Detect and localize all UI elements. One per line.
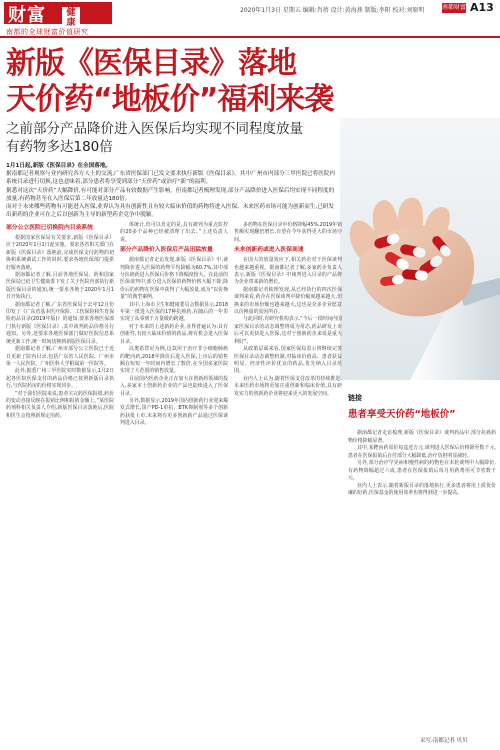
column-2-paragraph: 另外,数据显示,2019年国内创新药行业迎来爆发式增长,国产PD-1单抗、BTK抑制剂等多个创新药获批上市,未来将有更多创新药产品通过医保谈判进入目录。 [120,397,228,427]
masthead-rule [0,36,500,38]
byline: 采写:南都记者 贝贝 [420,738,468,744]
sidebar-p4: 业内人士表示,随着新版目录的落地执行,更多患者将用上质优价廉的好药,医保基金的使用效率也将得到进一步提高。 [348,482,496,496]
column-2-paragraph: 体统计,但可以肯定的是,具有被列为重点监控的20多个品种已经被清理了出去。”上述负责人说。 [120,222,228,243]
masthead [0,0,500,36]
sidebar-body [348,430,496,498]
column-3-paragraph: 在国大的放量效应下,相关药企对于医保谈判也越来越重视。据南都记者了解,多家药企负责人表示,新版《医保目录》中谈判进入目录的产品将为企业带来新的增长。 [234,257,342,286]
section-tagline: 南都的全球财富价值研究 [6,28,89,36]
sidebar-p2: 其中,某靶向药原价每盒近万元,谈判进入医保后价格降至数千元,患者在医保报销后自付部分大幅降低,治疗负担明显减轻。 [348,445,496,459]
edition-badge: 南都财富 [442,4,467,11]
lead-p1: 1月1日起,新版《医保目录》在全国落地。 [6,163,112,169]
dateline: 2020年1月3日 星期五 编辑:肖蓓 设计:黄海燕 制版:李阳 校对:刘原明 [240,7,425,14]
article-column-3 [234,222,342,742]
headline [6,46,496,118]
lead-p2: 据南都记者观察与业内研究各方人士的交流,广东省医保部门已发文要求执行新版《医保目录》。其中广州市内部分三甲医院已将医院内系统目录进行切换,这也意味着,部分患者将享受到部分“天价药”或治疗“新”的福利。 [6,171,336,186]
article-column-1 [6,222,114,742]
logo-sub-text: 健康 [62,7,80,29]
column-3-paragraph: 与此同时,有研究机构表示,“今后一段时间内国家医保目录的动态调整将成为常态,药品研发上市后可以更快进入医保,这对于创新药企来说是重大利好”。 [234,316,342,345]
headline-line-2: 天价药“地板价”福利来袭 [6,82,334,117]
subhead-line-2: 有药物多达180倍 [6,139,113,155]
sidebar-header [348,393,496,424]
section-logo [4,2,112,28]
column-1-paragraph: “对于我们医院来说,患者买完药医保报销,药价的变动直接反映在报销比例和报销金额上。”某医院药剂科相关负责人介绍,新版医保目录落地后,医院和医生会按照新规定用药。 [6,390,114,419]
lead-paragraphs [6,162,336,219]
sidebar-p3: 另外,部分治疗罕见病和慢性病的药物也在本轮谈判中大幅降价,有药物降幅超过六成,患者在医保报销后每月用药费用可节省数千元。 [348,460,496,481]
column-3-paragraph: 业内人士认为,随着医保支付改革的持续推进,未来医药市场将更加注重创新和临床价值,具有研发实力的创新药企业将迎来更大的发展空间。 [234,375,342,397]
column-1-paragraph: 根据国家医保局有关要求,新版《医保目录》应于2020年1月1日起实施。要求各省相关部门在新版《医保目录》落地前,完成医保支付药物的切换和系统调试工作的同时,要求各地医保部门提供好服务落地。 [6,235,114,271]
column-1-paragraph: 据南都记者了解,广州市部分公立医院已于近日更新了院内目录,包括广东省人民医院、广州市第一人民医院、广州医科大学附属第一医院等。 [6,346,114,367]
lead-p4: 而对于未来哪些药物有可能进入医保,业界认为具有创新性且有较大临床价值的药物将进入医保。未来医药市场可能为创新而生,已研发出新药的企业可在之后以创新为主导的新型药企竞争中脱颖。 [6,204,334,219]
column-1-paragraph: 据南都记者了解,广东省医保局于去年12月份印发了《广东省基本医疗保险、工伤保险和生育保险药品目录(2019年版)》的通知,要求各地医保部门执行新版《医保目录》,其中谈判药品价格另行通知。另外,还要求各地医保部门做好医院信息系统更新工作,统一时间切换到新版医保目录。 [6,301,114,345]
page-number: A13 [470,1,494,14]
lead-p3: 据悉对这次“天价药”大幅降价,有可能对部分产品有较数据产生影响。但南都记者梳理发现,部分产品降价进入医保后均实现不同程度的放量,有药物甚至在入医保后第二年放量达180倍。 [6,187,335,202]
column-2-heading: 部分产品降价入医保后产品迅猛放量 [120,247,213,254]
sidebar-title: 患者享受天价药“地板价” [348,409,456,420]
column-3-paragraph: 据南都记者梳理发现,从已经执行的四次医保谈判来看,药企在医保谈判中降价幅度越来越大,但换来的市场份额也越来越大,这也是众多企业愿意以价换量的原因所在。 [234,286,342,316]
column-2-paragraph: 据南都记者走访发现,新版《医保目录》中,谈判降价进入医保的药物平均降幅为60.7%,其中部分抗癌药进入医保后价格下降幅度较大。在此前的医保谈判中,部分进入医保的药物价格大幅下降,降价后的药物在医保中获得了大幅放量,成为“以价换量”的典型案例。 [120,257,228,301]
sidebar-kicker: 链接 [348,394,362,402]
subheadline [6,120,306,156]
column-2-paragraph: 以奥希替尼为例,这款用于治疗非小细胞肺癌的靶向药,2018年降价后进入医保,上市后的销售额在短短一年时间内增长了数倍,在全国多家医院实现了大范围的销售放量。 [120,346,228,375]
column-1-paragraph: 此外,据悉广州三甲医院实时数据显示,1月2日起各医院医保支付的药品价格已按照新版目录执行,与医院药房的价格实现同步。 [6,368,114,390]
pills-in-hand-photo [340,118,500,380]
subhead-line-1: 之前部分产品降价进入医保后均实现不同程度放量 [6,121,303,137]
column-1-paragraph: 据南都记者了解,目前各地医保局、药和国家医保局已给卫生健康委下发了关于医院内部执行新版医保目录的通知,统一要求各地于2020年1月1日开始执行。 [6,272,114,301]
column-2-paragraph: 对于未来的上述新药企业,业界普遍认为:具有创新性,有较大临床价值的药品,将有机会进入医保目录。 [120,323,228,345]
headline-line-1: 新版《医保目录》落地 [6,46,296,81]
article-column-2 [120,222,228,742]
column-2-paragraph: 目前国内医药企业正在加大在创新药领域的投入,多家本土创新药企业的产品也陆续进入了医保目录。 [120,375,228,397]
logo-main-text: 财富 [8,5,46,26]
column-3-paragraph: 从政策层面来看,国家医保局表示将继续完善医保目录动态调整机制,对临床价值高、患者获益明显、经济性评价优良的药品,优先纳入目录范围。 [234,346,342,375]
column-3-heading: 未来创新药或进入医保高速 [234,247,304,254]
column-3-paragraph: 多药物在医保目录中价格降幅45%,2019年销售额实现翻倍增长,有望在今年获得更大的市场空间。 [234,222,342,243]
column-1-heading: 部分公立医院已切换院内目录系统 [6,225,93,231]
sidebar-p1: 据南都记者走访梳理,新版《医保目录》谈判药品中,部分抗癌药物价格降幅显著。 [348,430,496,444]
column-2-paragraph: 其中,上海市卫生和健康委员会数据显示,2018年第一批进入医保的17种抗癌药,在随后的一年里实现了从零到千万量级的跨越。 [120,301,228,323]
